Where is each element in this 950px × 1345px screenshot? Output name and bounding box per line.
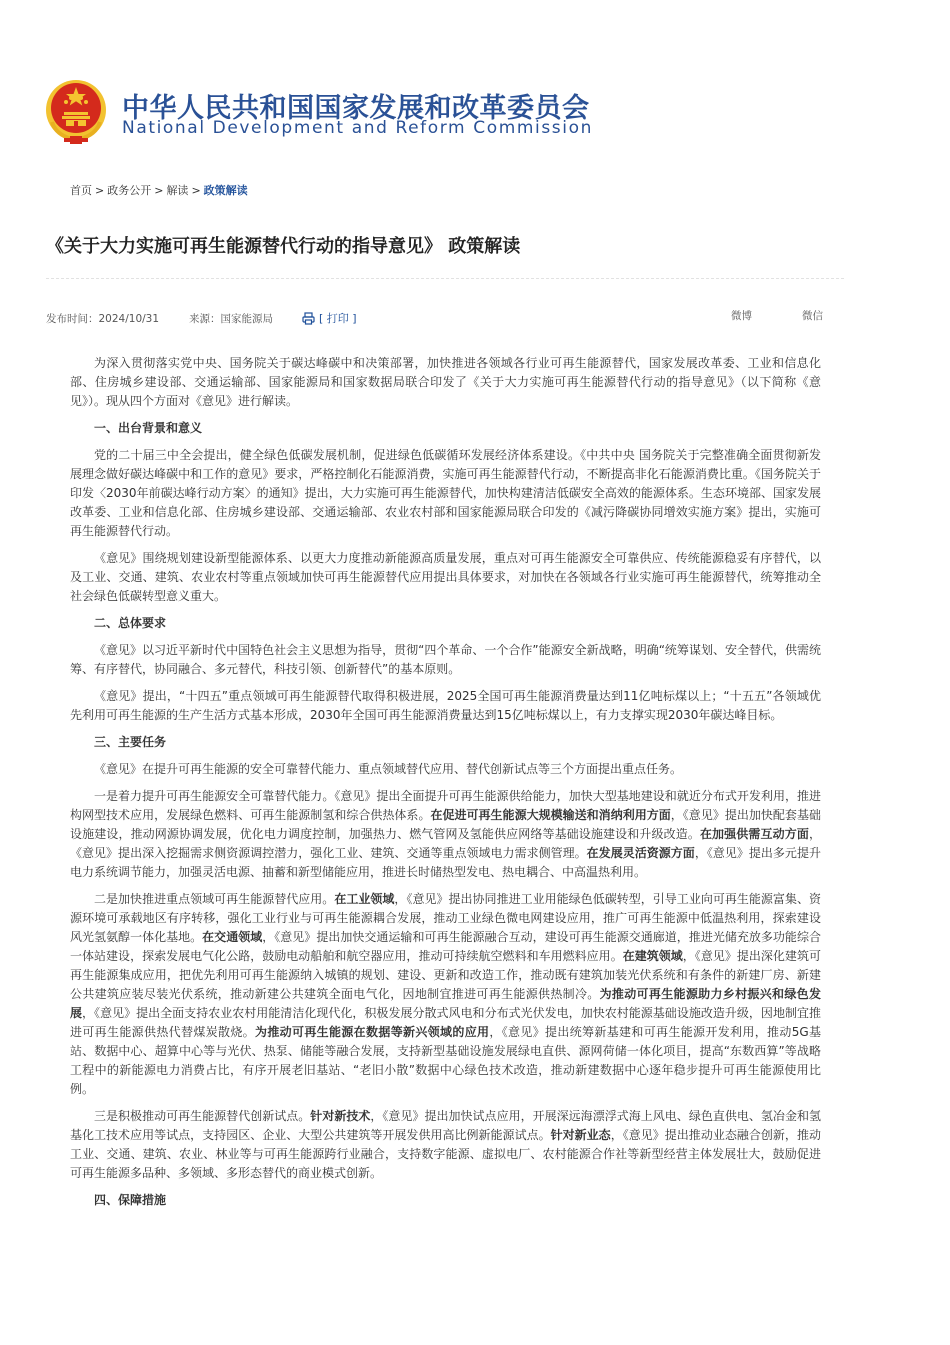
body-paragraph <box>70 787 821 882</box>
emphasis-text: 在交通领域 <box>202 930 263 944</box>
breadcrumb-separator: > <box>154 184 164 197</box>
emphasis-text: 针对新技术 <box>310 1109 371 1123</box>
body-paragraph <box>70 890 821 1099</box>
emphasis-text: 为推动可再生能源在数据等新兴领域的应用 <box>255 1025 490 1039</box>
breadcrumb-current-link[interactable]: 政策解读 <box>203 184 248 197</box>
print-label: [ 打印 ] <box>319 312 357 325</box>
emphasis-text: 为推动可再生能源助力乡村振兴和绿色发展 <box>70 987 821 1020</box>
emphasis-text: 针对新业态 <box>550 1128 611 1142</box>
body-text: 一是着力提升可再生能源安全可靠替代能力。《意见》提出全面提升可再生能源供给能力，加快大型基地建设和就近分布式开发利用，推进构网型技术应用，发展绿色燃料、可再生能源制氢和综合供热体系。 <box>70 789 821 822</box>
body-paragraph: 党的二十届三中全会提出，健全绿色低碳发展机制，促进绿色低碳循环发展经济体系建设。《中共中央 国务院关于完整准确全面贯彻新发展理念做好碳达峰碳中和工作的意见》要求，严格控制化石能源消费，实施可再生能源替代行动，不断提高非化石能源消费比重。《国务院关于印发〈2030年前碳达峰行动方案〉的通知》提出，大力实施可再生能源替代，加快构建清洁低碳安全高效的能源体系。生态环境部、国家发展改革委、工业和信息化部、住房城乡建设部、交通运输部、农业农村部和国家能源局联合印发的《减污降碳协同增效实施方案》提出，实施可再生能源替代行动。 <box>70 448 821 538</box>
source-label: 来源： <box>189 313 221 325</box>
emphasis-text: 在发展灵活资源方面 <box>586 846 695 860</box>
national-emblem-icon <box>44 78 108 146</box>
article-body <box>70 354 821 1218</box>
emphasis-text: 在建筑领域 <box>622 949 683 963</box>
body-paragraph: 《意见》以习近平新时代中国特色社会主义思想为指导，贯彻“四个革命、一个合作”能源安全新战略，明确“统筹谋划、安全替代，供需统筹、有序替代，协同融合、多元替代，科技引领、创新替代”的基本原则。 <box>70 643 821 676</box>
body-text: 三是积极推动可再生能源替代创新试点。 <box>94 1109 311 1123</box>
print-button[interactable] <box>302 310 357 326</box>
breadcrumb-separator: > <box>95 184 105 197</box>
body-text: 二是加快推进重点领域可再生能源替代应用。 <box>94 892 335 906</box>
org-name-cn: 中华人民共和国国家发展和改革委员会 <box>122 93 590 124</box>
body-text: ，《意见》提出加快交通运输和可再生能源融合互动，建设可再生能源交通廊道，推进光储充放多功能综合一体站建设，探索发展电气化公路，鼓励电动船舶和航空器应用，推动可持续航空燃料和车用燃料应用。 <box>70 930 821 963</box>
title-divider <box>46 278 844 279</box>
body-paragraph <box>70 1107 821 1183</box>
source-value: 国家能源局 <box>220 313 274 325</box>
breadcrumb-public-affairs-link[interactable]: 政务公开 <box>107 184 152 197</box>
breadcrumb-interpretation-link[interactable]: 解读 <box>166 184 189 197</box>
publish-label: 发布时间： <box>46 313 99 325</box>
section-heading: 三、主要任务 <box>94 735 167 749</box>
body-text: ，《意见》提出加快试点应用，开展深远海漂浮式海上风电、绿色直供电、氢冶金和氢基化工技术应用等试点，支持园区、企业、大型公共建筑等开展发供用高比例新能源试点。 <box>70 1109 821 1142</box>
emphasis-text: 在工业领域 <box>334 892 395 906</box>
body-paragraph: 《意见》在提升可再生能源的安全可靠替代能力、重点领域替代应用、替代创新试点等三个方面提出重点任务。 <box>94 762 683 776</box>
body-paragraph: 为深入贯彻落实党中央、国务院关于碳达峰碳中和决策部署，加快推进各领域各行业可再生能源替代，国家发展改革委、工业和信息化部、住房城乡建设部、交通运输部、国家能源局和国家数据局联合印发了《关于大力实施可再生能源替代行动的指导意见》（以下简称《意见》）。现从四个方面对《意见》进行解读。 <box>70 356 821 408</box>
body-text: ，《意见》提出统筹新基建和可再生能源开发利用，推动5G基站、数据中心、超算中心等与光伏、热泵、储能等融合发展，支持新型基础设施发展绿电直供、源网荷储一体化项目，提高“东数西算”等战略工程中的新能源电力消费占比，有序开展老旧基站、“老旧小散”数据中心绿色技术改造，推动新建数据中心逐年稳步提升可再生能源使用比例。 <box>70 1025 821 1096</box>
article-meta <box>46 311 273 326</box>
breadcrumb-home-link[interactable]: 首页 <box>70 184 92 197</box>
printer-icon <box>302 312 315 325</box>
body-text: ，《意见》提出深化建筑可再生能源集成应用，把优先利用可再生能源纳入城镇的规划、建设、更新和改造工作，推动既有建筑加装光伏系统和有条件的新建厂房、新建公共建筑应装尽装光伏系统，推动新建公共建筑全面电气化，因地制宜推进可再生能源供热制冷。 <box>70 949 821 1001</box>
body-text: ，《意见》提出多元提升电力系统调节能力，加强灵活电源、抽蓄和新型储能应用，推进长时储热型发电、热电耦合、中高温热利用。 <box>70 846 821 879</box>
breadcrumb <box>70 182 248 198</box>
emphasis-text: 在促进可再生能源大规模输送和消纳利用方面 <box>430 808 671 822</box>
article-title: 《关于大力实施可再生能源替代行动的指导意见》 政策解读 <box>46 236 521 257</box>
body-text: ，《意见》提出协同推进工业用能绿色低碳转型，引导工业向可再生能源富集、资源环境可承载地区有序转移，强化工业行业与可再生能源耦合发展，推动工业绿色微电网建设应用，推广可再生能源中低温热利用，探索建设风光氢氨醇一体化基地。 <box>70 892 821 944</box>
body-paragraph: 《意见》提出，“十四五”重点领域可再生能源替代取得积极进展，2025全国可再生能源消费量达到11亿吨标煤以上；“十五五”各领域优先利用可再生能源的生产生活方式基本形成，2030年全国可再生能源消费量达到15亿吨标煤以上，有力支撑实现2030年碳达峰目标。 <box>70 689 821 722</box>
org-name-en: National Development and Reform Commission <box>122 118 593 138</box>
share-weibo-link[interactable]: 微博 <box>731 310 752 322</box>
site-header <box>44 78 604 150</box>
section-heading: 四、保障措施 <box>94 1193 167 1207</box>
body-text: ，《意见》提出加快配套基础设施建设，推动网源协调发展，优化电力调度控制，加强热力、燃气管网及氢能供应网络等基础设施建设和升级改造。 <box>70 808 821 841</box>
section-heading: 一、出台背景和意义 <box>94 421 203 435</box>
body-text: ，《意见》提出推动业态融合创新，推动工业、交通、建筑、农业、林业等与可再生能源跨行业融合，支持数字能源、虚拟电厂、农村能源合作社等新型经营主体发展壮大，鼓励促进可再生能源多品种、多领域、多形态替代的商业模式创新。 <box>70 1128 821 1180</box>
section-heading: 二、总体要求 <box>94 616 167 630</box>
body-paragraph: 《意见》围绕规划建设新型能源体系、以更大力度推动新能源高质量发展，重点对可再生能源安全可靠供应、传统能源稳妥有序替代，以及工业、交通、建筑、农业农村等重点领域加快可再生能源替代应用提出具体要求，对加快在各领域各行业实施可再生能源替代，统筹推动全社会绿色低碳转型意义重大。 <box>70 551 821 603</box>
publish-date: 2024/10/31 <box>98 313 160 325</box>
share-weixin-link[interactable]: 微信 <box>802 310 823 322</box>
body-text: ，《意见》提出深入挖掘需求侧资源调控潜力，强化工业、建筑、交通等重点领域电力需求侧管理。 <box>70 827 821 860</box>
body-text: ，《意见》提出全面支持农业农村用能清洁化现代化，积极发展分散式风电和分布式光伏发电，加快农村能源基础设施改造升级，因地制宜推进可再生能源供热代替煤炭散烧。 <box>70 1006 821 1039</box>
emphasis-text: 在加强供需互动方面 <box>699 827 809 841</box>
breadcrumb-separator: > <box>191 184 201 197</box>
